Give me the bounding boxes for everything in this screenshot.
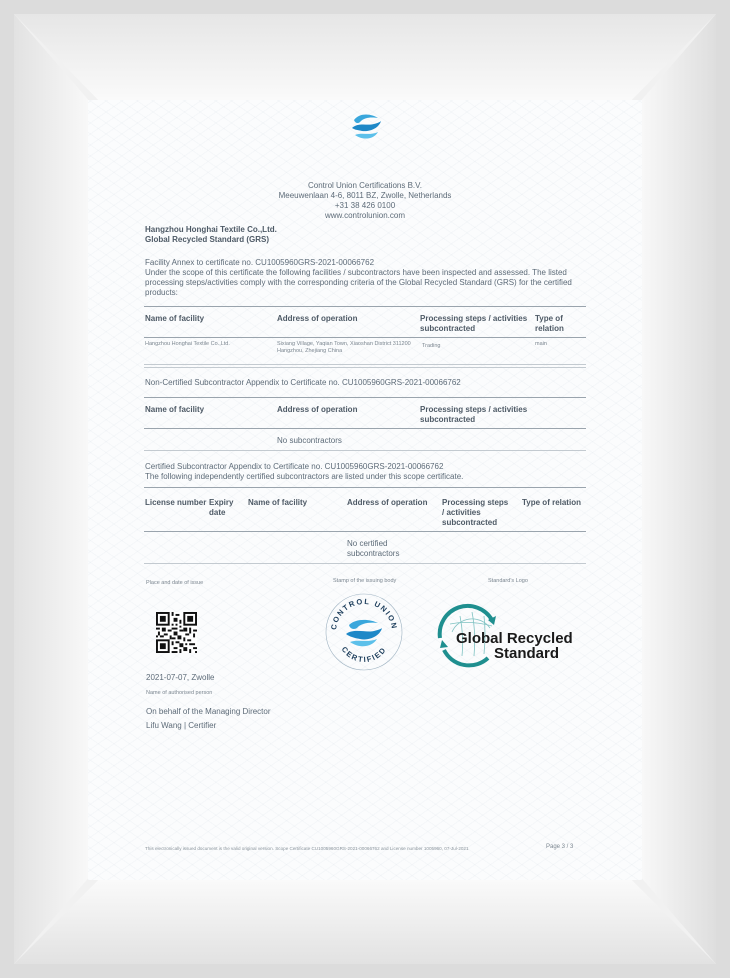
- nc-header-address: Address of operation: [277, 405, 358, 414]
- certificate-document: [88, 100, 642, 880]
- table-rule: [144, 450, 586, 451]
- table-rule: [144, 487, 586, 488]
- table-rule: [144, 563, 586, 564]
- control-union-logo-icon: [350, 112, 382, 142]
- frame-bevel-right: [642, 14, 716, 964]
- holder-company: Hangzhou Honghai Textile Co.,Ltd.: [145, 225, 277, 234]
- cs-header-address: Address of operation: [347, 498, 428, 507]
- standard-logo-label: Standard's Logo: [488, 578, 528, 584]
- facility-annex-title: Facility Annex to certificate no. CU1005960GRS-2021-00066762: [145, 258, 375, 267]
- issuer-website[interactable]: www.controlunion.com: [324, 211, 406, 220]
- stamp-label: Stamp of the issuing body: [333, 578, 397, 584]
- frame-bevel-top: [14, 14, 716, 100]
- cs-header-expiry: Expiry date: [209, 498, 234, 517]
- non-certified-title: Non-Certified Subcontractor Appendix to Certificate no. CU1005960GRS-2021-00066762: [145, 378, 461, 387]
- grs-logo-line1: Global Recycled: [456, 630, 573, 647]
- cs-header-facility: Name of facility: [248, 498, 308, 507]
- table-rule: [144, 397, 586, 398]
- footer-note: This electronically issued document is the valid original version. Scope Certificate CU1005960GRS-2021-00066762 and License number 1005960, 07-Jul-2021: [145, 846, 469, 851]
- control-union-stamp-icon: [324, 592, 404, 672]
- holder-standard: Global Recycled Standard (GRS): [145, 235, 270, 244]
- qr-code-icon[interactable]: [156, 612, 197, 653]
- svg-text:CERTIFIED: [340, 645, 389, 664]
- stamp-bottom-text: CERTIFIED: [339, 644, 389, 665]
- cs-header-steps: Processing steps / activities subcontracted: [442, 498, 509, 527]
- col-header-address: Address of operation: [277, 314, 358, 323]
- issuer-name: Control Union Certifications B.V.: [308, 181, 422, 190]
- grs-logo-line2: Standard: [494, 645, 560, 662]
- authorised-person-label: Name of authorised person: [146, 690, 213, 696]
- facility-annex-intro: Under the scope of this certificate the following facilities / subcontractors have been inspected and assessed. The listed processing steps/activities comply with the corresponding criteria of the Global Recycled Standard (GRS) for the certified products:: [145, 268, 572, 297]
- issuer-phone: +31 38 426 0100: [334, 201, 396, 210]
- facility-steps-cell: Trading: [422, 343, 441, 349]
- col-header-relation: Type of relation: [535, 314, 564, 333]
- signer-name: Lifu Wang | Certifier: [146, 721, 217, 730]
- table-rule: [144, 364, 586, 365]
- issuer-address: Meeuwenlaan 4-6, 8011 BZ, Zwolle, Netherlands: [278, 191, 452, 200]
- nc-header-facility: Name of facility: [145, 405, 205, 414]
- cs-empty-text: No certified subcontractors: [347, 539, 400, 558]
- place-date-label: Place and date of issue: [146, 580, 204, 586]
- nc-empty-text: No subcontractors: [277, 436, 342, 445]
- frame-bevel-bottom: [14, 880, 716, 964]
- col-header-facility: Name of facility: [145, 314, 205, 323]
- table-rule: [144, 367, 586, 368]
- frame-bevel-left: [14, 14, 88, 964]
- certified-title: Certified Subcontractor Appendix to Certificate no. CU1005960GRS-2021-00066762: [145, 462, 444, 471]
- table-rule: [144, 337, 586, 338]
- nc-header-steps: Processing steps / activities subcontracted: [420, 405, 528, 424]
- col-header-steps: Processing steps / activities subcontracted: [420, 314, 528, 333]
- svg-text:CONTROL UNION: [329, 597, 399, 631]
- cs-header-relation: Type of relation: [522, 498, 581, 507]
- certified-intro: The following independently certified subcontractors are listed under this scope certificate.: [145, 472, 464, 481]
- table-rule: [144, 531, 586, 532]
- table-rule: [144, 306, 586, 307]
- cs-header-license: License number: [145, 498, 207, 507]
- facility-address-cell: Sixiang Village, Yaqian Town, Xiaoshan District 311200 Hangzhou, Zhejiang China: [277, 341, 411, 354]
- table-rule: [144, 428, 586, 429]
- stamp-top-text: CONTROL UNION: [328, 596, 400, 631]
- page-number: Page 3 / 3: [546, 844, 574, 850]
- issue-date-place: 2021-07-07, Zwolle: [146, 673, 215, 682]
- grs-logo-icon: [430, 598, 586, 670]
- on-behalf-text: On behalf of the Managing Director: [146, 707, 271, 716]
- facility-name-cell: Hangzhou Honghai Textile Co.,Ltd.: [145, 341, 230, 347]
- facility-relation-cell: main: [535, 341, 547, 347]
